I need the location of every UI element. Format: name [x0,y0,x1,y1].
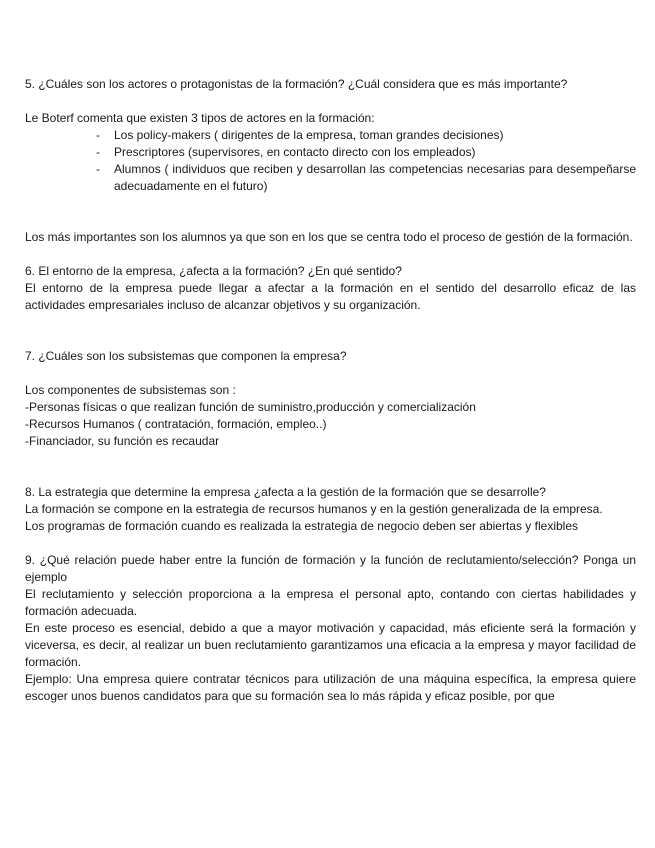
q7-line-2: -Recursos Humanos ( contratación, formación, empleo..) [25,417,327,431]
q5-actor-list [25,127,636,195]
q5-intro: Le Boterf comenta que existen 3 tipos de actores en la formación: [25,111,375,125]
q8-answer-2: Los programas de formación cuando es realizada la estrategia de negocio deben ser abiertas y flexibles [25,519,578,533]
list-item [25,144,636,161]
list-item-text: Alumnos ( individuos que reciben y desarrollan las competencias necesarias para desempeñarse adecuadamente en el futuro) [114,162,636,193]
question-5: 5. ¿Cuáles son los actores o protagonistas de la formación? ¿Cuál considera que es más importante? [25,77,568,91]
q7-line-1: -Personas físicas o que realizan función de suministro,producción y comercialización [25,400,476,414]
q7-line-3: -Financiador, su función es recaudar [25,434,220,448]
list-item [25,127,636,144]
q9-answer-2: En este proceso es esencial, debido a que a mayor motivación y capacidad, más eficiente será la formación y viceversa, es decir, al realizar un buen reclutamiento garantizamos una eficacia a la empresa y mayor facilidad de formación. [25,621,636,669]
q5-answer: Los más importantes son los alumnos ya que son en los que se centra todo el proceso de gestión de la formación. [25,230,633,244]
bullet-dash: - [96,162,100,176]
list-item [25,161,636,195]
question-6: 6. El entorno de la empresa, ¿afecta a la formación? ¿En qué sentido? [25,264,402,278]
list-item-text: Los policy-makers ( dirigentes de la empresa, toman grandes decisiones) [114,128,504,142]
list-item-text: Prescriptores (supervisores, en contacto directo con los empleados) [114,145,476,159]
q9-example: Ejemplo: Una empresa quiere contratar técnicos para utilización de una máquina específica, la empresa quiere escoger unos buenos candidatos para que su formación sea lo más rápida y eficaz posible, por que [25,672,636,703]
q7-intro: Los componentes de subsistemas son : [25,383,236,397]
question-7: 7. ¿Cuáles son los subsistemas que componen la empresa? [25,349,347,363]
question-8: 8. La estrategia que determine la empresa ¿afecta a la gestión de la formación que se desarrolle? [25,485,546,499]
q8-answer-1: La formación se compone en la estrategia de recursos humanos y en la gestión generalizada de la empresa. [25,502,603,516]
q9-answer-1: El reclutamiento y selección proporciona a la empresa el personal apto, contando con ciertas habilidades y formación adecuada. [25,587,636,618]
q6-answer: El entorno de la empresa puede llegar a afectar a la formación en el sentido del desarrollo eficaz de las actividades empresariales incluso de alcanzar objetivos y su organización. [25,281,636,312]
bullet-dash: - [96,145,100,159]
document-page [25,76,636,705]
bullet-dash: - [96,128,100,142]
question-9: 9. ¿Qué relación puede haber entre la función de formación y la función de reclutamiento/selección? Ponga un ejemplo [25,553,636,584]
